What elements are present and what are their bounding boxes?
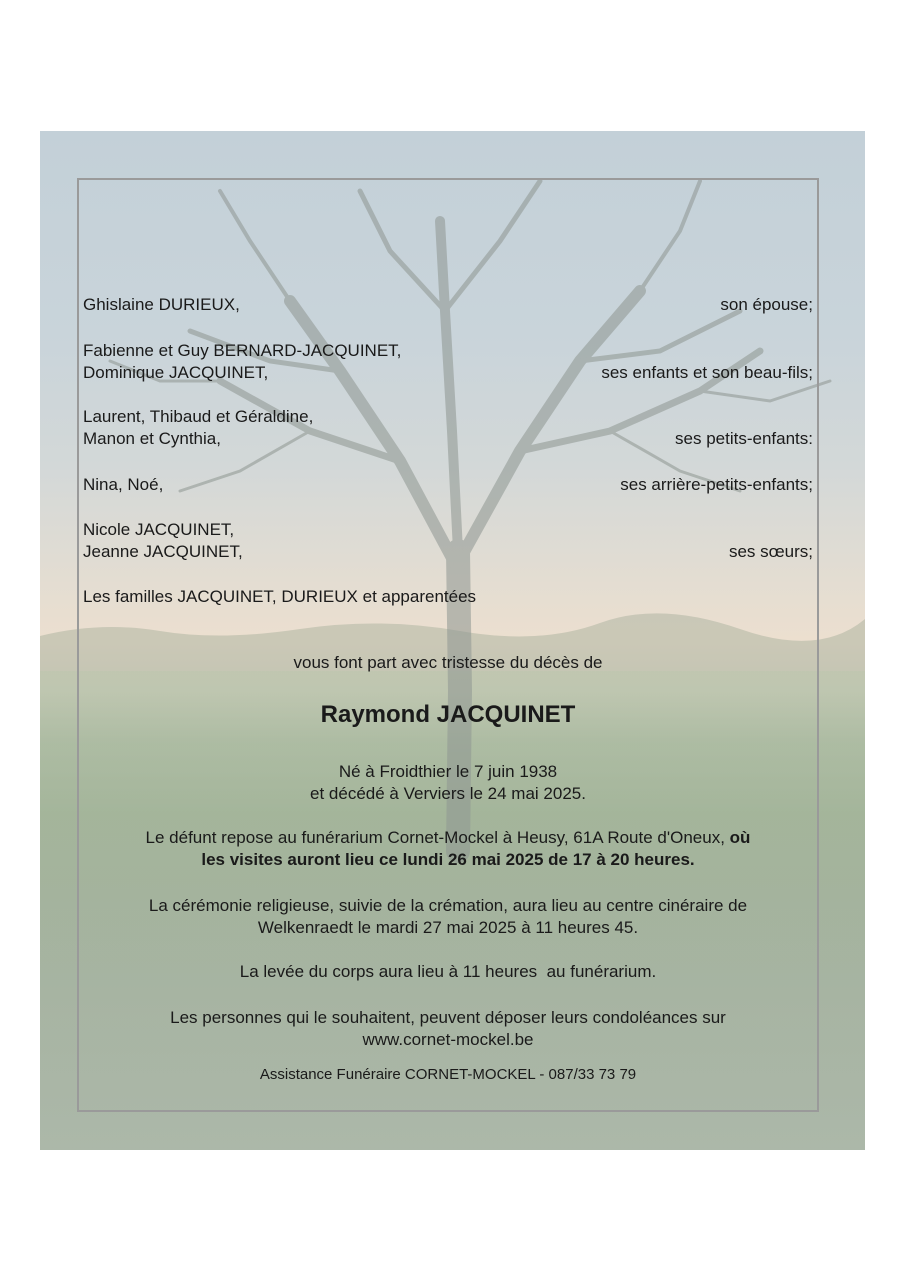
visitation-line-2: les visites auront lieu ce lundi 26 mai 2025 de 17 à 20 heures. xyxy=(201,850,695,869)
family-relation: ses enfants et son beau-fils; xyxy=(601,363,813,382)
family-row-spouse xyxy=(83,294,813,316)
deceased-name: Raymond JACQUINET xyxy=(320,701,576,728)
family-relation: ses arrière-petits-enfants; xyxy=(620,475,813,494)
family-row-children xyxy=(83,340,813,384)
ceremony-block xyxy=(83,895,813,939)
family-names: Nina, Noé, xyxy=(83,475,164,494)
family-row-sisters xyxy=(83,519,813,563)
announcement-text: vous font part avec tristesse du décès de xyxy=(293,653,603,672)
visitation-bold-text: où xyxy=(729,828,751,847)
condolences-block xyxy=(83,1007,813,1051)
condolences-line-1: Les personnes qui le souhaitent, peuvent déposer leurs condoléances sur xyxy=(170,1008,726,1027)
family-names: Fabienne et Guy BERNARD-JACQUINET, xyxy=(83,341,402,360)
death-line: et décédé à Verviers le 24 mai 2025. xyxy=(310,784,586,803)
family-relation: ses petits-enfants: xyxy=(675,429,813,448)
family-names: Manon et Cynthia, xyxy=(83,429,221,448)
condolences-link[interactable]: www.cornet-mockel.be xyxy=(362,1030,534,1049)
birth-line: Né à Froidthier le 7 juin 1938 xyxy=(338,762,558,781)
ceremony-line-1: La cérémonie religieuse, suivie de la crémation, aura lieu au centre cinéraire de xyxy=(148,896,748,915)
family-names: Laurent, Thibaud et Géraldine, xyxy=(83,407,314,426)
family-relation: ses sœurs; xyxy=(728,542,813,561)
funeral-home-contact: Assistance Funéraire CORNET-MOCKEL - 087/33 73 79 xyxy=(259,1066,637,1083)
visitation-text: Le défunt repose au funérarium Cornet-Mockel à Heusy, 61A Route d'Oneux, xyxy=(145,828,725,847)
family-names: Jeanne JACQUINET, xyxy=(83,542,243,561)
visitation-line-1 xyxy=(83,827,813,849)
ceremony-line-2: Welkenraedt le mardi 27 mai 2025 à 11 heures 45. xyxy=(257,918,639,937)
family-names: Ghislaine DURIEUX, xyxy=(83,295,240,314)
family-row-great-grandchildren xyxy=(83,474,813,496)
family-row-families xyxy=(83,586,813,608)
birth-death-block xyxy=(83,761,813,805)
visitation-block xyxy=(83,827,813,871)
levee-text: La levée du corps aura lieu à 11 heures au funérarium. xyxy=(239,962,657,981)
family-names: Dominique JACQUINET, xyxy=(83,363,269,382)
family-names: Les familles JACQUINET, DURIEUX et apparentées xyxy=(83,587,477,606)
family-row-grandchildren xyxy=(83,406,813,450)
family-relation: son épouse; xyxy=(720,295,813,314)
family-names: Nicole JACQUINET, xyxy=(83,520,235,539)
